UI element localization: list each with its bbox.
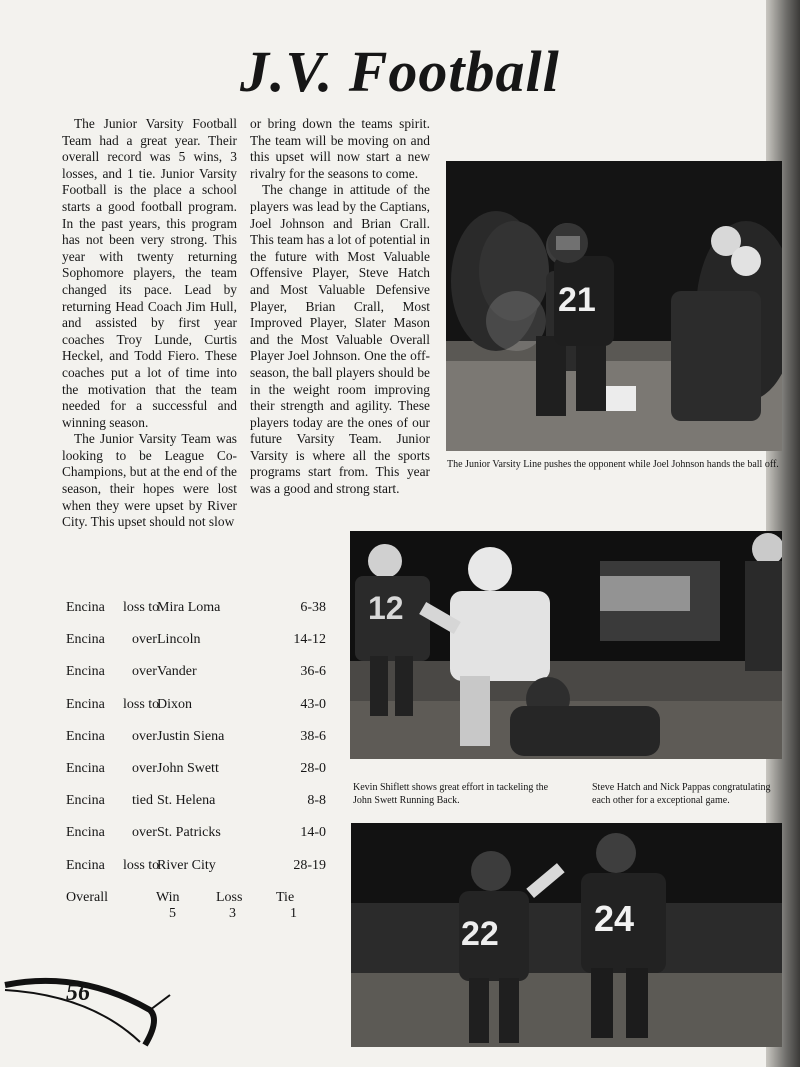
game-score: 8-8: [307, 793, 326, 809]
game-score: 14-12: [293, 632, 326, 648]
game-result: over: [132, 632, 157, 648]
game-result: over: [132, 825, 157, 841]
photo-caption: Steve Hatch and Nick Pappas congratulating each other for a exceptional game.: [592, 782, 771, 806]
game-score: 43-0: [300, 696, 326, 712]
jersey-number: 21: [558, 281, 596, 319]
opponent-name: River City: [157, 857, 216, 873]
article-column-2: [250, 116, 430, 498]
game-score: 28-19: [293, 857, 326, 873]
overall-record-row: [66, 890, 326, 930]
opponent-name: St. Patricks: [157, 825, 221, 841]
game-score: 6-38: [300, 600, 326, 615]
team-name: Encina: [66, 600, 105, 615]
table-row: [66, 858, 326, 890]
opponent-name: Lincoln: [157, 632, 201, 648]
jersey-number: 12: [368, 590, 404, 626]
jersey-number: 22: [461, 915, 499, 953]
game-score: 38-6: [300, 728, 326, 744]
game-score: 14-0: [300, 825, 326, 841]
game-result: tied: [132, 793, 153, 809]
photo-caption: Kevin Shiflett shows great effort in tackeling the John Swett Running Back.: [353, 782, 549, 806]
table-row: [66, 600, 326, 632]
team-name: Encina: [66, 696, 105, 712]
page-number-swoosh: [0, 960, 200, 1050]
team-name: Encina: [66, 760, 105, 776]
photo-congratulations: [351, 823, 782, 1047]
game-result: loss to: [123, 600, 160, 615]
article-paragraph: The Junior Varsity Football Team had a great year. Their overall record was 5 wins, 3 losses, and 1 tie. Junior Varsity Football is the place a school starts a good football program. In the past years, this program has not been very strong. This year with twenty returning Sophomore players, the team changed its pace. Lead by returning Head Coach Jim Hull, and assisted by first year coaches Troy Lunde, Curtis Heckel, and Todd Fiero. These coaches put a lot of time into the motivation that the team needed for a successful and winning season.: [62, 116, 237, 430]
table-row: [66, 697, 326, 729]
loss-count: 3: [229, 905, 236, 921]
team-name: Encina: [66, 632, 105, 648]
team-name: Encina: [66, 793, 105, 809]
article-paragraph: or bring down the teams spirit. The team will be moving on and this upset will now start a new rivalry for the seasons to come.: [250, 116, 430, 181]
game-result: over: [132, 760, 157, 776]
opponent-name: John Swett: [157, 760, 219, 776]
table-row: [66, 793, 326, 825]
game-result: loss to: [123, 696, 160, 712]
page-number: 56: [66, 980, 90, 1006]
game-score: 36-6: [300, 664, 326, 680]
opponent-name: Vander: [157, 664, 197, 680]
win-count: 5: [169, 905, 176, 921]
page-title: J.V. Football: [240, 39, 560, 104]
opponent-name: St. Helena: [157, 793, 216, 809]
team-name: Encina: [66, 857, 105, 873]
team-name: Encina: [66, 664, 105, 680]
table-row: [66, 664, 326, 696]
game-result: over: [132, 728, 157, 744]
loss-label: Loss: [216, 889, 243, 905]
game-result: loss to: [123, 857, 160, 873]
tie-count: 1: [290, 905, 297, 921]
article-paragraph: The Junior Varsity Team was looking to be League Co-Champions, but at the end of the season, their hopes were lost when they were upset by River City. This upset should not slow: [62, 431, 237, 530]
tie-label: Tie: [276, 889, 295, 905]
opponent-name: Dixon: [157, 696, 192, 712]
table-row: [66, 729, 326, 761]
table-row: [66, 825, 326, 857]
win-label: Win: [156, 889, 180, 905]
table-row: [66, 632, 326, 664]
team-name: Encina: [66, 825, 105, 841]
article-paragraph: The change in attitude of the players was lead by the Captians, Joel Johnson and Brian Crall. This team has a lot of potential in the future with Most Valuable Offensive Player, Steve Hatch and Most Valuable Defensive Player, Brian Crall, Most Improved Player, Slater Mason and the Most Valuable Overall Player Joel Johnson. One the off-season, the ball players should be in the weight room improving their strength and agility. These players today are the ones of our future Varsity Team. Junior Varsity is where all the sports programs start from. This year was a good and strong start.: [250, 182, 430, 497]
opponent-name: Justin Siena: [157, 728, 225, 744]
overall-label: Overall: [66, 889, 108, 905]
article-column-1: [62, 116, 237, 531]
game-score: 28-0: [300, 760, 326, 776]
team-name: Encina: [66, 728, 105, 744]
table-row: [66, 761, 326, 793]
opponent-name: Mira Loma: [157, 600, 221, 615]
schedule-results-table: [66, 600, 326, 930]
jersey-number: 24: [594, 898, 635, 939]
photo-line-handoff: [446, 161, 782, 451]
photo-caption: The Junior Varsity Line pushes the opponent while Joel Johnson hands the ball off.: [447, 459, 779, 470]
game-result: over: [132, 664, 157, 680]
photo-tackle: [350, 531, 782, 759]
